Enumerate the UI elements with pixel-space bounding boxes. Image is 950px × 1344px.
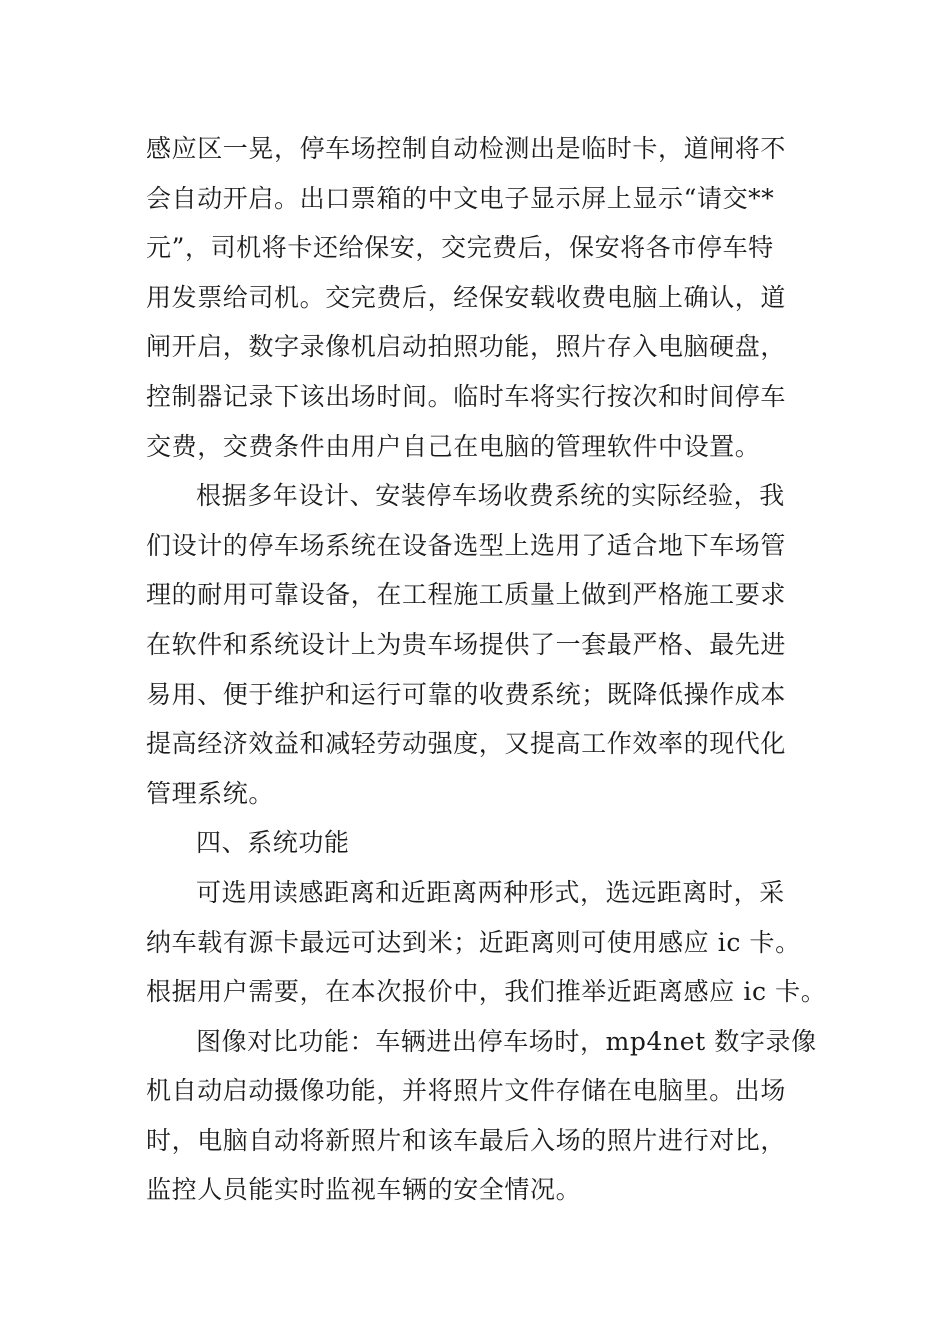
text-line: 们设计的停车场系统在设备选型上选用了适合地下车场管: [146, 530, 787, 560]
text-line: 交费，交费条件由用户自己在电脑的管理软件中设置。: [146, 431, 761, 461]
text-line: 机自动启动摄像功能，并将照片文件存储在电脑里。出场: [146, 1076, 787, 1106]
text-line: 闸开启，数字录像机启动拍照功能，照片存入电脑硬盘，: [146, 332, 787, 362]
paragraph-start-line: 可选用读感距离和近距离两种形式，选远距离时，采: [196, 877, 785, 907]
text-line: 理的耐用可靠设备，在工程施工质量上做到严格施工要求: [146, 580, 787, 610]
section-heading: 四、系统功能: [196, 828, 350, 858]
text-line: 用发票给司机。交完费后，经保安载收费电脑上确认，道: [146, 282, 787, 312]
text-line: 时，电脑自动将新照片和该车最后入场的照片进行对比，: [146, 1125, 787, 1155]
text-line: 控制器记录下该出场时间。临时车将实行按次和时间停车: [146, 381, 787, 411]
text-line: 提高经济效益和减轻劳动强度，又提高工作效率的现代化: [146, 729, 787, 759]
text-line: 元”，司机将卡还给保安，交完费后，保安将各市停车特: [146, 233, 774, 263]
paragraph-start-line: 根据多年设计、安装停车场收费系统的实际经验，我: [196, 481, 785, 511]
text-line: 纳车载有源卡最远可达到米；近距离则可使用感应 ic 卡。: [146, 927, 801, 957]
text-line: 在软件和系统设计上为贵车场提供了一套最严格、最先进: [146, 629, 787, 659]
paragraph-start-line: 图像对比功能：车辆进出停车场时，mp4net 数字录像: [196, 1026, 817, 1056]
document-body: [146, 124, 827, 1215]
text-line: 监控人员能实时监视车辆的安全情况。: [146, 1175, 582, 1205]
text-line: 会自动开启。出口票箱的中文电子显示屏上显示“请交**: [146, 183, 775, 213]
text-line: 管理系统。: [146, 778, 275, 808]
text-line: 易用、便于维护和运行可靠的收费系统；既降低操作成本: [146, 679, 787, 709]
text-line: 感应区一晃，停车场控制自动检测出是临时卡，道闸将不: [146, 134, 787, 163]
text-line: 根据用户需要，在本次报价中，我们推举近距离感应 ic 卡。: [146, 977, 827, 1007]
